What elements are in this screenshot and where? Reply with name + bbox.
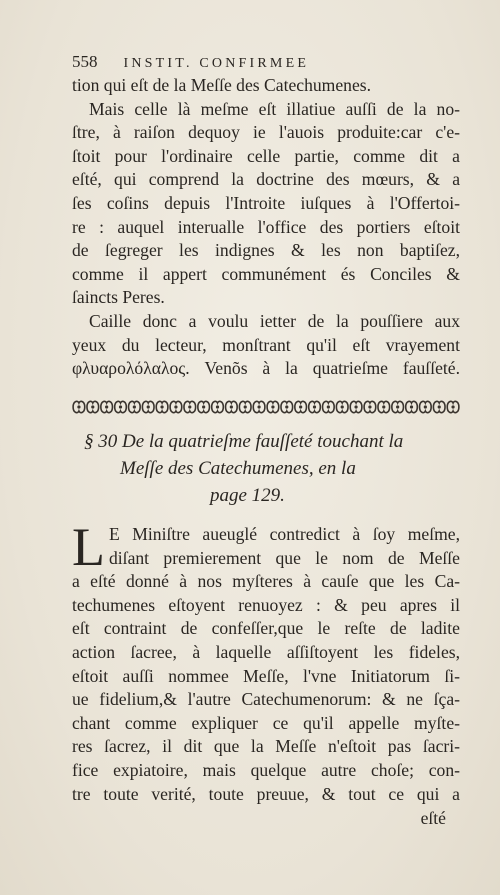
page-number: 558 xyxy=(72,52,98,71)
fleuron-row-icon xyxy=(72,398,460,416)
text-line: ſtre, à raiſon dequoy ie l'auois produite:car c'e- xyxy=(72,122,460,143)
text-line: tre toute verité, toute preuue, & tout ce qui a xyxy=(72,783,460,804)
fleuron-icon xyxy=(170,401,182,412)
fleuron-icon xyxy=(142,401,154,412)
fleuron-icon xyxy=(406,401,418,412)
fleuron-icon xyxy=(129,401,141,412)
text-line: Caille donc a voulu ietter de la pouſſiere aux xyxy=(89,310,460,331)
fleuron-icon xyxy=(420,401,432,412)
text-line: φλυαρολόλαλος. Venõs à la quatrieſme fauſſeté. xyxy=(72,358,460,379)
text-line: a eſté donné à nos myſteres à cauſe que les Ca- xyxy=(72,571,460,592)
text-line: res ſacrez, il dit que la Meſſe n'eſtoit pas ſacri- xyxy=(72,736,460,757)
section-heading xyxy=(72,428,460,509)
fleuron-icon xyxy=(364,401,376,412)
text-line: eſt contraint de confeſſer,que le reſte de ladite xyxy=(72,618,460,639)
paragraph-continuation xyxy=(72,74,460,381)
fleuron-icon xyxy=(350,401,362,412)
fleuron-icon xyxy=(295,401,307,412)
text-line: tion qui eſt de la Meſſe des Catechumenes. xyxy=(72,75,372,95)
text-line: techumenes eſtoyent renuoyez : & peu apres il xyxy=(72,594,460,615)
fleuron-icon xyxy=(253,401,265,412)
fleuron-icon xyxy=(309,401,321,412)
page-header xyxy=(72,52,452,72)
text-line: yeux du lecteur, monſtrant qu'il eſt vrayement xyxy=(72,334,460,355)
heading-line: page 129. xyxy=(210,485,285,506)
fleuron-icon xyxy=(433,401,445,412)
drop-cap: L xyxy=(72,517,105,577)
text-line: action ſacree, à laquelle aſſiſtoyent les fideles, xyxy=(72,641,460,662)
fleuron-icon xyxy=(323,401,335,412)
fleuron-icon xyxy=(392,401,404,412)
text-line: Mais celle là meſme eſt illatiue auſſi de la no- xyxy=(89,98,460,119)
catchword: eſté xyxy=(420,808,446,828)
text-line: de ſegreger les indignes & les non baptiſez, xyxy=(72,240,460,261)
fleuron-icon xyxy=(336,401,348,412)
paragraph-main xyxy=(72,517,460,806)
text-line: comme il appert communément és Conciles & xyxy=(72,263,460,284)
text-line: fice expiatoire, mais quelque autre choſe; con- xyxy=(72,759,460,780)
heading-line: Meſſe des Catechumenes, en la xyxy=(120,458,356,479)
fleuron-icon xyxy=(198,401,210,412)
fleuron-icon xyxy=(184,401,196,412)
text-line: chant comme expliquer ce qu'il appelle myſte- xyxy=(72,712,460,733)
text-line: ue fidelium,& l'autre Catechumenorum: & ne ſça- xyxy=(72,689,460,710)
text-line: ſaincts Peres. xyxy=(72,287,165,308)
fleuron-icon xyxy=(447,401,459,412)
fleuron-icon xyxy=(73,401,85,412)
fleuron-icon xyxy=(239,401,251,412)
fleuron-icon xyxy=(378,401,390,412)
fleuron-icon xyxy=(101,401,113,412)
fleuron-icon xyxy=(115,401,127,412)
text-line: eſtoit auſſi nommee Meſſe, l'vne Initiatorum ſi- xyxy=(72,665,460,686)
text-line: diſant premierement que le nom de Meſſe xyxy=(109,547,460,568)
fleuron-icon xyxy=(156,401,168,412)
running-head: INSTIT. CONFIRMEE xyxy=(123,56,310,71)
text-line: ſtoit pour l'ordinaire celle partie, comme dit a xyxy=(72,145,460,166)
fleuron-icon xyxy=(212,401,224,412)
fleuron-icon xyxy=(87,401,99,412)
fleuron-icon xyxy=(281,401,293,412)
fleuron-icon xyxy=(267,401,279,412)
text-line: eſté, qui comprend la doctrine des mœurs, & a xyxy=(72,169,460,190)
fleuron-icon xyxy=(226,401,238,412)
text-line: ſes coſins depuis l'Introite iuſques à l'Offertoi- xyxy=(72,192,460,213)
text-line: re : auquel interualle l'office des portiers eſtoit xyxy=(72,216,460,237)
text-line: E Miniſtre aueuglé contredict à ſoy meſme, xyxy=(109,524,460,544)
heading-line: § 30 De la quatrieſme fauſſeté touchant la xyxy=(84,431,404,452)
fleuron-row-icon xyxy=(72,398,460,416)
